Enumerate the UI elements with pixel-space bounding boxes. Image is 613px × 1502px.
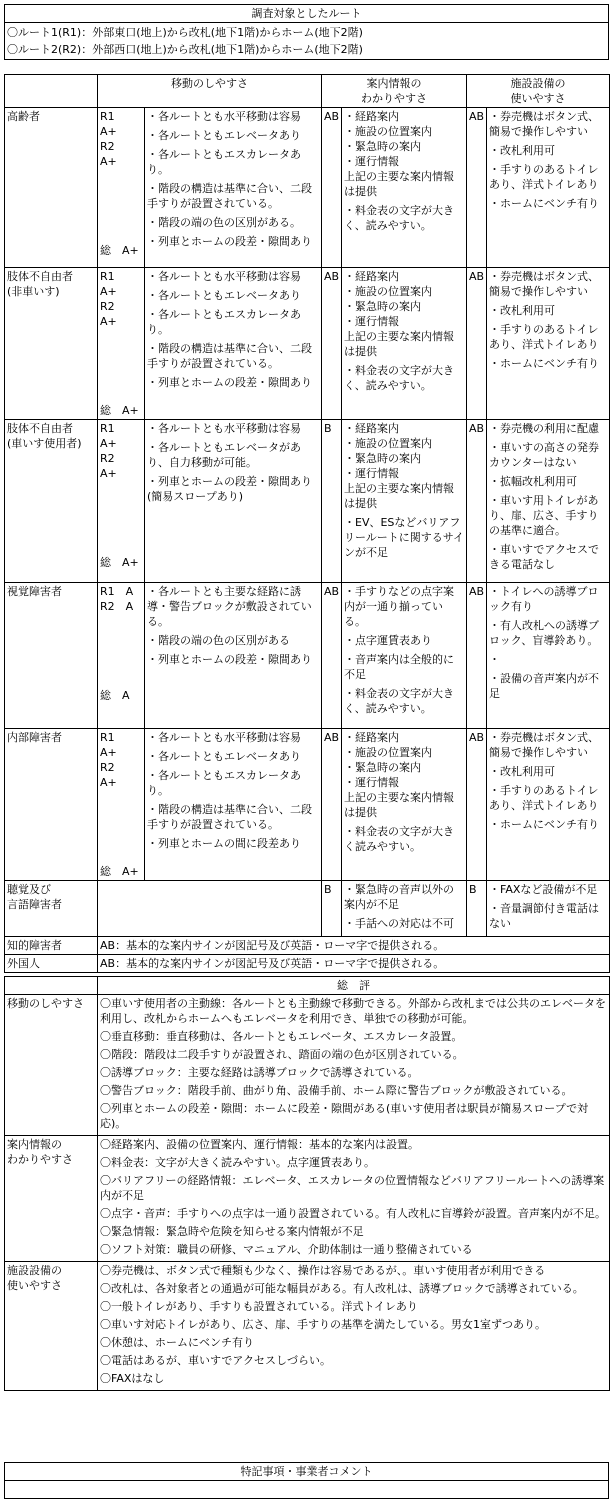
summary-item: 〇料金表：文字が大きく読みやすい。点字運賃表あり。	[100, 1156, 375, 1169]
mobility-item: ・階段の構造は基準に合い、二段手すりが設置されている。	[147, 342, 312, 370]
summary-section-name: 移動のしやすさ	[5, 995, 98, 1136]
summary-item: 〇警告ブロック：階段手前、曲がり角、設備手前、ホーム際に警告ブロックが敷設されている。	[100, 1084, 573, 1097]
grade-r2: R2 A+	[100, 300, 126, 328]
facility-notes	[487, 583, 610, 729]
facility-notes	[487, 268, 610, 420]
grade-r2: R2 A	[100, 600, 134, 613]
info-notes	[342, 881, 467, 937]
mobility-item: ・各ルートとも水平移動は容易	[147, 270, 301, 283]
grade-spacer	[100, 481, 142, 555]
grade-r1: R1 A	[100, 585, 134, 598]
info-item: ・施設の位置案内	[344, 285, 432, 298]
mobility-item: ・階段の構造は基準に合い、二段手すりが設置されている。	[147, 182, 312, 210]
mobility-item: ・階段の端の色の区別がある	[147, 634, 290, 647]
info-grade: AB	[322, 268, 342, 420]
header-info: 案内情報の わかりやすさ	[322, 75, 467, 108]
facility-grade: AB	[467, 108, 487, 268]
simple-row-text: AB：基本的な案内サインが図記号及び英語・ローマ字で提供される。	[98, 937, 610, 955]
facility-notes	[487, 729, 610, 881]
summary-item: 〇FAXはなし	[100, 1372, 165, 1385]
facility-notes	[487, 420, 610, 583]
facility-item: ・券売機の利用に配慮	[489, 422, 599, 435]
header-facility: 施設設備の 使いやすさ	[467, 75, 610, 108]
row-name: 内部障害者	[5, 729, 98, 881]
summary-section-items	[98, 1136, 610, 1262]
mobility-item: ・列車とホームの段差・隙間あり	[147, 653, 312, 666]
facility-item: ・ホームにベンチ有り	[489, 357, 599, 370]
mobility-grades	[98, 583, 145, 729]
facility-grade: AB	[467, 420, 487, 583]
mobility-grades	[98, 108, 145, 268]
notes-header: 特記事項・事業者コメント	[5, 1463, 609, 1481]
mobility-item: ・各ルートとも水平移動は容易	[147, 422, 301, 435]
summary-table	[4, 976, 610, 1391]
summary-item: 〇点字・音声：手すりへの点字は一通り設置されている。有人改札に盲導鈴が設置。音声案内が不足。	[100, 1207, 606, 1220]
facility-grade: AB	[467, 268, 487, 420]
info-grade: AB	[322, 108, 342, 268]
grade-spacer	[100, 329, 142, 403]
route-1: 〇ルート1(R1)：外部東口(地上)から改札(地下1階)からホーム(地下2階)	[7, 26, 363, 39]
info-grade: AB	[322, 583, 342, 729]
mobility-notes	[145, 729, 322, 881]
facility-item: ・拡幅改札利用可	[489, 475, 577, 488]
summary-header-blank	[5, 977, 98, 995]
mobility-item: ・各ルートともエレベータあり	[147, 289, 301, 302]
facility-grade: AB	[467, 583, 487, 729]
grade-r1: R1 A+	[100, 731, 126, 759]
info-item: ・緊急時の案内	[344, 140, 421, 153]
summary-item: 〇緊急情報：緊急時や危険を知らせる案内情報が不足	[100, 1225, 364, 1238]
info-item: ・運行情報	[344, 776, 399, 789]
facility-item: ・手すりのあるトイレあり、洋式トイレあり	[489, 163, 599, 191]
info-item: ・料金表の文字が大きく、読みやすい。	[344, 687, 454, 715]
header-mobility: 移動のしやすさ	[98, 75, 322, 108]
mobility-item: ・列車とホームの間に段差あり	[147, 837, 301, 850]
grade-total: 総 A+	[100, 865, 139, 878]
row-name: 聴覚及び 言語障害者	[5, 881, 98, 937]
summary-item: 〇改札は、各対象者との通過が可能な幅員がある。有人改札は、誘導ブロックで誘導されている。	[100, 1282, 584, 1295]
info-item: 上記の主要な案内情報は提供	[344, 791, 454, 819]
summary-item: 〇誘導ブロック：主要な経路は誘導ブロックで誘導されている。	[100, 1066, 419, 1079]
info-item: ・EV、ESなどバリアフリールートに関するサインが不足	[344, 516, 465, 559]
summary-item: 〇経路案内、設備の位置案内、運行情報：基本的な案内は設置。	[100, 1138, 419, 1151]
summary-item: 〇ソフト対策：職員の研修、マニュアル、介助体制は一通り整備されている	[100, 1243, 473, 1256]
facility-item: ・FAXなど設備が不足	[489, 883, 598, 896]
summary-item: 〇一般トイレがあり、手すりも設置されている。洋式トイレあり	[100, 1300, 418, 1313]
info-item: ・音声案内は全般的に不足	[344, 653, 454, 681]
mobility-notes	[145, 583, 322, 729]
info-item: ・料金表の文字が大きく読みやすい。	[344, 825, 454, 853]
facility-item: ・ホームにベンチ有り	[489, 818, 599, 831]
summary-header: 総 評	[98, 977, 610, 995]
row-name: 高齢者	[5, 108, 98, 268]
facility-item: ・車いす用トイレがあり、扉、広さ、手すりの基準に適合。	[489, 494, 599, 537]
summary-item: 〇券売機は、ボタン式で種類も少なく、操作は容易であるが、。車いす使用者が利用できる	[100, 1264, 546, 1277]
mobility-item: ・列車とホームの段差・隙間あり	[147, 235, 312, 248]
mobility-item: ・各ルートとも水平移動は容易	[147, 731, 301, 744]
simple-row-name: 知的障害者	[5, 937, 98, 955]
grade-spacer	[100, 790, 142, 864]
evaluation-rows	[5, 108, 610, 973]
info-item: ・経路案内	[344, 731, 399, 744]
grade-r2: R2 A+	[100, 761, 126, 789]
facility-item: ・改札利用可	[489, 765, 555, 778]
facility-item: ・有人改札への誘導ブロック、盲導鈴あり。	[489, 619, 599, 647]
mobility-item: ・各ルートともエスカレータあり。	[147, 148, 301, 176]
grade-spacer	[100, 169, 142, 243]
summary-item: 〇休憩は、ホームにベンチ有り	[100, 1336, 254, 1349]
summary-item: 〇車いす使用者の主動線：各ルートとも主動線で移動できる。外部から改札までは公共のエレベータを利用し、改札からホームへもエレベータを利用でき、単独での移動が可能。	[100, 997, 606, 1025]
mobility-item: ・各ルートともエレベータがあり、自力移動が可能。	[147, 441, 301, 469]
info-item: ・経路案内	[344, 422, 399, 435]
mobility-item: ・各ルートともエスカレータあり。	[147, 769, 301, 797]
summary-item: 〇垂直移動：垂直移動は、各ルートともエレベータ、エスカレータ設置。	[100, 1030, 463, 1043]
facility-item: ・改札利用可	[489, 304, 555, 317]
facility-item: ・車いすでアクセスできる電話なし	[489, 543, 599, 571]
mobility-item: ・各ルートともエレベータあり	[147, 129, 301, 142]
info-item: ・手すりなどの点字案内が一通り揃っている。	[344, 585, 454, 628]
mobility-item: ・列車とホームの段差・隙間あり	[147, 376, 312, 389]
facility-item: ・車いすの高さの発券カウンターはない	[489, 441, 599, 469]
info-grade: AB	[322, 729, 342, 881]
info-item: ・手話への対応は不可	[344, 917, 454, 930]
info-item: ・経路案内	[344, 110, 399, 123]
info-item: ・点字運賃表あり	[344, 634, 432, 647]
info-item: ・施設の位置案内	[344, 437, 432, 450]
grade-total: 総 A+	[100, 244, 139, 257]
mobility-grades	[98, 268, 145, 420]
mobility-item: ・階段の端の色の区別がある。	[147, 216, 301, 229]
grade-total: 総 A	[100, 689, 130, 702]
info-notes	[342, 108, 467, 268]
mobility-notes	[145, 268, 322, 420]
info-item: ・施設の位置案内	[344, 125, 432, 138]
mobility-item: ・列車とホームの段差・隙間あり(簡易スロープあり)	[147, 475, 312, 503]
mobility-item: ・各ルートともエスカレータあり。	[147, 308, 301, 336]
mobility-item: ・各ルートとも主要な経路に誘導・警告ブロックが敷設されている。	[147, 585, 312, 628]
summary-rows	[5, 995, 610, 1391]
mobility-blank	[98, 881, 322, 937]
facility-item: ・手すりのあるトイレあり、洋式トイレあり	[489, 784, 599, 812]
route-2: 〇ルート2(R2)：外部西口(地上)から改札(地下1階)からホーム(地下2階)	[7, 43, 363, 56]
mobility-grades	[98, 420, 145, 583]
summary-item: 〇電話はあるが、車いすでアクセスしづらい。	[100, 1354, 331, 1367]
simple-row-name: 外国人	[5, 955, 98, 973]
mobility-item: ・各ルートともエレベータあり	[147, 750, 301, 763]
grade-total: 総 A+	[100, 404, 139, 417]
summary-section-items	[98, 1262, 610, 1391]
info-item: ・運行情報	[344, 315, 399, 328]
info-item: ・料金表の文字が大きく、読みやすい。	[344, 364, 454, 392]
info-item: 上記の主要な案内情報は提供	[344, 330, 454, 358]
summary-item: 〇車いす対応トイレがあり、広さ、扉、手すりの基準を満たしている。男女1室ずつあり。	[100, 1318, 547, 1331]
facility-item: ・	[489, 653, 500, 666]
grade-r1: R1 A+	[100, 422, 126, 450]
grade-spacer	[100, 614, 142, 688]
grade-r2: R2 A+	[100, 452, 126, 480]
info-item: ・緊急時の案内	[344, 452, 421, 465]
facility-item: ・ホームにベンチ有り	[489, 197, 599, 210]
info-item: ・運行情報	[344, 155, 399, 168]
info-item: ・経路案内	[344, 270, 399, 283]
grade-total: 総 A+	[100, 556, 139, 569]
facility-item: ・設備の音声案内が不足	[489, 672, 599, 700]
grade-r1: R1 A+	[100, 270, 126, 298]
info-item: ・緊急時の案内	[344, 300, 421, 313]
evaluation-table	[4, 74, 610, 973]
mobility-item: ・各ルートとも水平移動は容易	[147, 110, 301, 123]
summary-item: 〇列車とホームの段差・隙間：ホームに段差・隙間がある(車いす使用者は駅員が簡易スロープで対応)。	[100, 1102, 589, 1130]
info-notes	[342, 729, 467, 881]
notes-body	[5, 1481, 609, 1499]
summary-section-name: 施設設備の 使いやすさ	[5, 1262, 98, 1391]
row-name: 肢体不自由者 (非車いす)	[5, 268, 98, 420]
facility-notes	[487, 108, 610, 268]
summary-item: 〇階段：階段は二段手すりが設置され、踏面の端の色が区別されている。	[100, 1048, 464, 1061]
facility-item: ・改札利用可	[489, 144, 555, 157]
notes-table	[4, 1462, 609, 1499]
facility-item: ・券売機はボタン式、簡易で操作しやすい	[489, 110, 599, 138]
row-name: 肢体不自由者 (車いす使用者)	[5, 420, 98, 583]
summary-section-name: 案内情報の わかりやすさ	[5, 1136, 98, 1262]
simple-row-text: AB：基本的な案内サインが図記号及び英語・ローマ字で提供される。	[98, 955, 610, 973]
info-item: ・緊急時の案内	[344, 761, 421, 774]
facility-item: ・手すりのあるトイレあり、洋式トイレあり	[489, 323, 599, 351]
mobility-notes	[145, 420, 322, 583]
info-item: ・施設の位置案内	[344, 746, 432, 759]
info-grade: B	[322, 881, 342, 937]
info-notes	[342, 583, 467, 729]
mobility-item: ・階段の構造は基準に合い、二段手すりが設置されている。	[147, 803, 312, 831]
info-item: 上記の主要な案内情報は提供	[344, 482, 454, 510]
grade-r1: R1 A+	[100, 110, 126, 138]
facility-item: ・トイレへの誘導ブロック有り	[489, 585, 599, 613]
header-blank	[5, 75, 98, 108]
info-item: ・料金表の文字が大きく、読みやすい。	[344, 204, 454, 232]
info-notes	[342, 420, 467, 583]
mobility-notes	[145, 108, 322, 268]
info-notes	[342, 268, 467, 420]
facility-grade: B	[467, 881, 487, 937]
facility-notes	[487, 881, 610, 937]
info-item: ・運行情報	[344, 467, 399, 480]
grade-r2: R2 A+	[100, 140, 126, 168]
facility-item: ・音量調節付き電話はない	[489, 902, 599, 930]
info-item: ・緊急時の音声以外の案内が不足	[344, 883, 454, 911]
facility-grade: AB	[467, 729, 487, 881]
row-name: 視覚障害者	[5, 583, 98, 729]
info-grade: B	[322, 420, 342, 583]
summary-section-items	[98, 995, 610, 1136]
info-item: 上記の主要な案内情報は提供	[344, 170, 454, 198]
mobility-grades	[98, 729, 145, 881]
facility-item: ・券売機はボタン式、簡易で操作しやすい	[489, 270, 599, 298]
survey-title: 調査対象としたルート	[5, 5, 609, 23]
facility-item: ・券売機はボタン式、簡易で操作しやすい	[489, 731, 599, 759]
summary-item: 〇バリアフリーの経路情報：エレベータ、エスカレータの位置情報などバリアフリールートへの誘導案内が不足	[100, 1174, 605, 1202]
survey-routes-table	[4, 4, 609, 60]
